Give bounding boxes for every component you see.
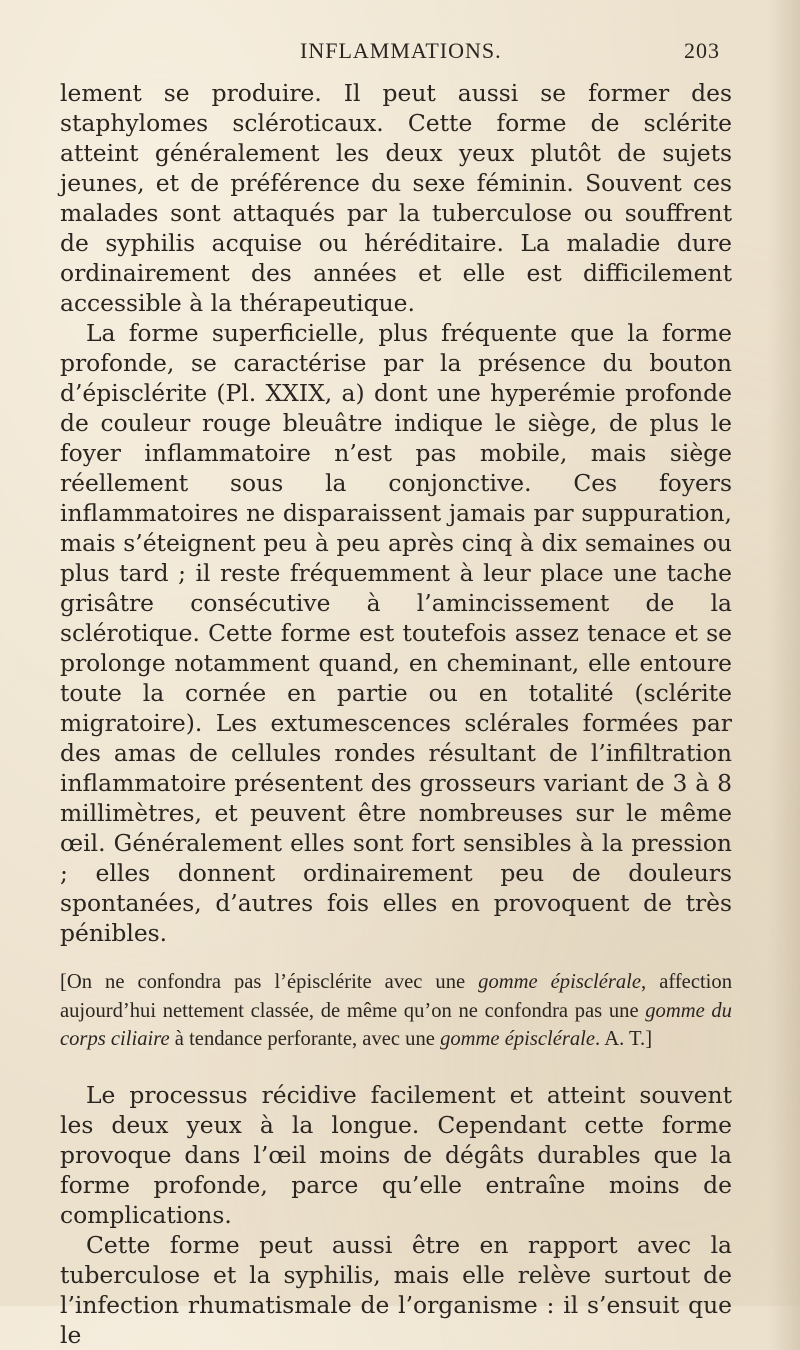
running-head (60, 38, 732, 78)
running-title: INFLAMMATIONS. (300, 38, 502, 63)
book-page (60, 38, 732, 1350)
note-text-part: à tendance perforante, avec une (169, 1028, 441, 1051)
page-number: 203 (684, 38, 720, 63)
paragraph-continuation: lement se produire. Il peut aussi se former des staphylomes scléroticaux. Cette forme de sclérite atteint généralement les deux yeux plutôt de sujets jeunes, et de préférence du sexe féminin. Souvent ces malades sont attaqués par la tuberculose ou souffrent de syphilis acquise ou héréditaire. La maladie dure ordinairement des années et elle est difficilement accessible à la thérapeutique. (60, 79, 732, 317)
note-text-part: , affection aujourd’hui nettement classée, de même qu’on ne confondra pas une (60, 971, 732, 1022)
note-italic-term: gomme épisclérale (478, 971, 642, 993)
paragraph-recurrence: Le processus récidive facilement et atteint souvent les deux yeux à la longue. Cependant cette forme provoque dans l’œil moins de dégâts durables que la forme profonde, parce qu’elle entraîne moins de complications. (60, 1080, 732, 1229)
note-text-part: [On ne confondra pas l’épisclérite avec une (60, 971, 479, 993)
body-text (60, 78, 732, 1350)
paragraph-superficial-form: La forme superficielle, plus fréquente que la forme profonde, se caractérise par la présence du bouton d’épisclérite (Pl. XXIX, a) dont une hyperémie profonde de couleur rouge bleuâtre indique le siège, de plus le foyer inflammatoire n’est pas mobile, mais siège réellement sous la conjonctive. Ces foyers inflammatoires ne disparaissent jamais par suppuration, mais s’éteignent peu à peu après cinq à dix semaines ou plus tard ; il reste fréquemment à leur place une tache grisâtre consécutive à l’amincissement de la sclérotique. Cette forme est toutefois assez tenace et se prolonge notamment quand, en cheminant, elle entoure toute la cornée en partie ou en totalité (sclérite migratoire). Les extumescences sclérales formées par des amas de cellules rondes résultant de l’infiltration inflammatoire présentent des grosseurs variant de 3 à 8 millimètres, et peuvent être nombreuses sur le même œil. Généralement elles sont fort sensibles à la pression ; elles donnent ordinairement peu de douleurs spontanées, d’autres fois elles en provoquent de très pénibles. (60, 319, 732, 947)
paragraph-tuberculosis: Cette forme peut aussi être en rapport avec la tuberculose et la syphilis, mais elle relève surtout de l’infection rhumatismale de l’organisme : il s’ensuit que le (60, 1230, 732, 1349)
editor-note-text (60, 968, 732, 1054)
editor-note (60, 968, 732, 1054)
note-italic-term: gomme épisclérale (440, 1028, 596, 1051)
note-italic-term: gomme du corps ciliaire (60, 999, 732, 1051)
note-text-part: . A. T.] (595, 1028, 653, 1051)
